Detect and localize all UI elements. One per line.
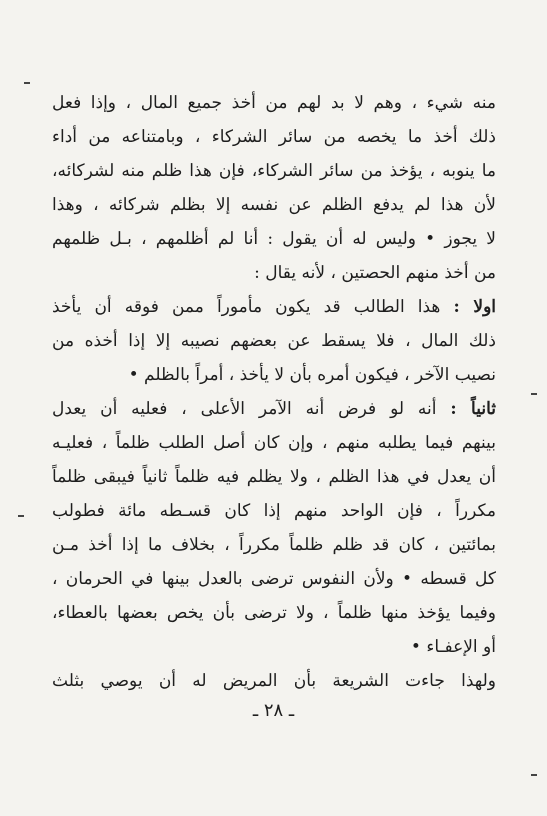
body-text (52, 86, 496, 698)
text-line (52, 120, 496, 154)
line-text: ما ينوبه ، يؤخذ من سائر الشركاء، فإن هذا ظلم منه لشركائه، (52, 161, 496, 181)
margin-mark (24, 82, 30, 84)
text-line (52, 222, 496, 256)
line-text: بمائتين ، كان قد ظلم ظلماً مكرراً ، بخلاف ما إذا أخذ مـن (52, 535, 496, 555)
line-text: أو الإعفـاء • (410, 637, 496, 657)
margin-mark (18, 515, 24, 517)
text-line (52, 256, 496, 290)
paragraph-lead: ثانياً : (450, 399, 496, 419)
text-line (52, 358, 496, 392)
margin-mark (531, 774, 537, 776)
margin-mark (531, 393, 537, 395)
line-text: هذا الطالب قد يكون مأموراً ممن فوقه أن يأخذ (52, 297, 454, 317)
text-line (52, 392, 496, 426)
line-text: نصيب الآخر ، فيكون أمره بأن لا يأخذ ، أمراً بالظلم • (128, 365, 496, 385)
text-line (52, 154, 496, 188)
text-line (52, 86, 496, 120)
text-line (52, 494, 496, 528)
text-line (52, 528, 496, 562)
text-line (52, 596, 496, 630)
text-line (52, 664, 496, 698)
line-text: ذلك أخذ ما يخصه من سائر الشركاء ، وبامتناعه من أداء (52, 127, 496, 147)
paragraph-lead: اولا : (453, 297, 496, 317)
text-line (52, 630, 496, 664)
line-text: كل قسطه • ولأن النفوس ترضى بالعدل بينها في الحرمان ، (52, 569, 496, 589)
text-line (52, 188, 496, 222)
line-text: أنه لو فرض أنه الآمر الأعلى ، فعليه أن يعدل (52, 399, 451, 419)
line-text: بينهم فيما يطلبه منهم ، وإن كان أصل الطلب ظلماً ، فعليـه (52, 433, 496, 453)
line-text: منه شيء ، وهم لا بد لهم من أخذ جميع المال ، وإذا فعل (52, 93, 496, 113)
line-text: مكرراً ، فإن الواحد منهم إذا كان قسـطه مائة فطولب (52, 501, 496, 521)
line-text: أن يعدل في هذا الظلم ، ولا يظلم فيه ظلماً ثانياً فيبقى ظلماً (52, 467, 496, 487)
text-line (52, 290, 496, 324)
text-line (52, 562, 496, 596)
line-text: من أخذ منهم الحصتين ، لأنه يقال : (254, 263, 496, 283)
page-number: ـ ٢٨ ـ (252, 700, 295, 721)
line-text: ولهذا جاءت الشريعة بأن المريض له أن يوصي بثلث (52, 671, 496, 691)
line-text: وفيما يؤخذ منها ظلماً ، ولا ترضى بأن يخص بعضها بالعطاء، (52, 603, 496, 623)
line-text: ذلك المال ، فلا يسقط عن بعضهم نصيبه إلا إذا أخذه من (52, 331, 496, 351)
text-line (52, 324, 496, 358)
text-line (52, 460, 496, 494)
line-text: لا يجوز • وليس له أن يقول : أنا لم أظلمهم ، بـل ظلمهم (52, 229, 496, 249)
text-line (52, 426, 496, 460)
line-text: لأن هذا لم يدفع الظلم عن نفسه إلا بظلم شركائه ، وهذا (52, 195, 496, 215)
